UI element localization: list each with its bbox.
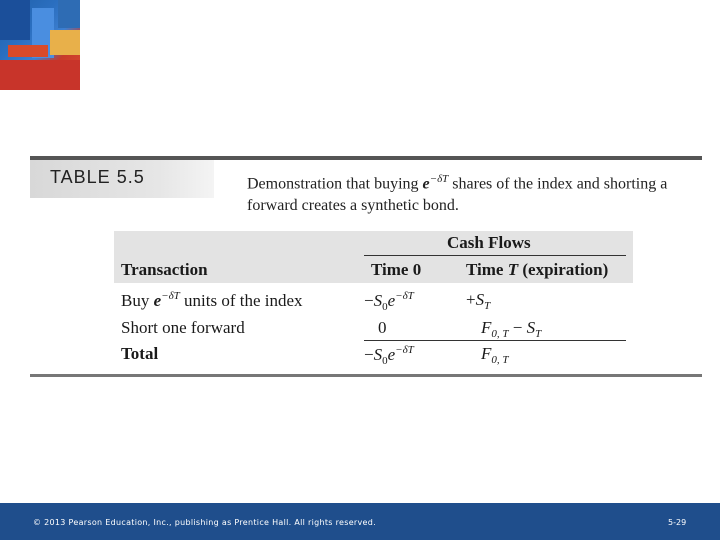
table-caption: Demonstration that buying $e^{-\delta T}$ shares of the index and shorting a forward creates a synthetic bond. bbox=[247, 173, 668, 215]
table-bottom-rule bbox=[30, 374, 702, 377]
table-number-label: TABLE 5.5 bbox=[50, 167, 145, 187]
footer-bar bbox=[0, 503, 720, 540]
footer-copyright: © 2013 Pearson Education, Inc., publishing as Prentice Hall. All rights reserved. bbox=[33, 518, 377, 527]
row-buy-time0: $-S_0e^{-\delta T}$ bbox=[364, 290, 414, 313]
footer-page-number: 5-29 bbox=[668, 518, 687, 527]
total-rule bbox=[364, 340, 626, 341]
col-header-time0: Time 0 bbox=[371, 260, 422, 279]
row-short-label: Short one forward bbox=[121, 318, 245, 337]
row-short-timeT: $F_{0, T} - S_T$ bbox=[481, 318, 542, 340]
row-buy-timeT: $+S_T$ bbox=[466, 290, 491, 312]
col-header-transaction: Transaction bbox=[121, 260, 208, 279]
row-total-time0: $-S_0e^{-\delta T}$ bbox=[364, 344, 414, 367]
row-total-timeT: $F_{0, T}$ bbox=[481, 344, 509, 366]
corner-logo-image bbox=[0, 0, 80, 90]
col-header-timeT: Time T (expiration) bbox=[466, 260, 609, 279]
row-short-time0: 0 bbox=[378, 318, 387, 337]
row-buy-label: Buy $e^{-\delta T}$ units of the index bbox=[121, 290, 303, 310]
row-total-label: Total bbox=[121, 344, 159, 363]
cash-flows-rule bbox=[364, 255, 626, 256]
cash-flows-header: Cash Flows bbox=[447, 233, 531, 252]
